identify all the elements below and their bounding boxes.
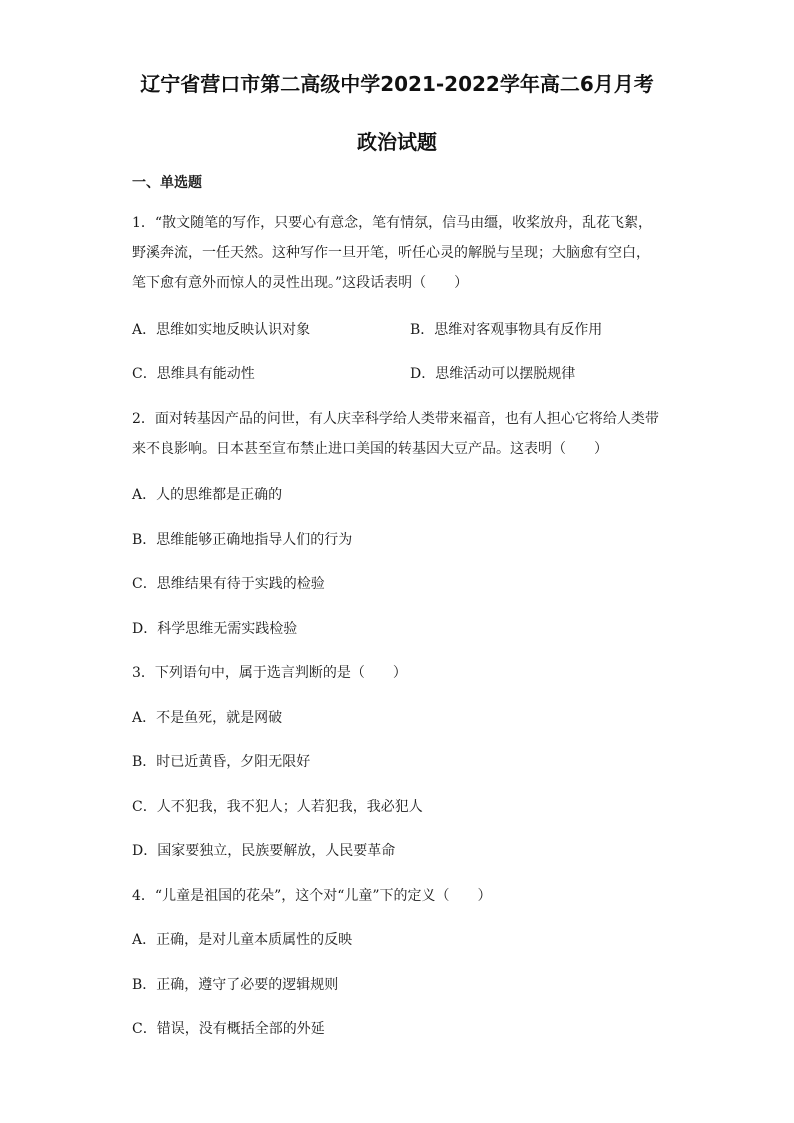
question-2-stem (132, 404, 672, 464)
stem-line: 野溪奔流，一任天然。这种写作一旦开笔，听任心灵的解脱与呈现；大脑愈有空白， (132, 245, 650, 261)
question-2-option-d: D．科学思维无需实践检验 (132, 621, 298, 637)
question-1-option-a: A．思维如实地反映认识对象 (132, 322, 311, 338)
section-heading: 一、单选题 (132, 175, 202, 191)
document-title: 辽宁省营口市第二高级中学2021-2022学年高二6月月考 (140, 72, 654, 96)
question-3-option-c: C．人不犯我，我不犯人；人若犯我，我必犯人 (132, 799, 423, 815)
question-1-option-b: B．思维对客观事物具有反作用 (410, 322, 603, 338)
question-2-option-c: C．思维结果有待于实践的检验 (132, 576, 325, 592)
document-subtitle: 政治试题 (357, 130, 437, 154)
question-1-option-c: C．思维具有能动性 (132, 366, 255, 382)
stem-line: 1．“散文随笔的写作，只要心有意念，笔有情氛，信马由缰，收桨放舟，乱花飞絮， (132, 215, 653, 231)
question-2-option-b: B．思维能够正确地指导人们的行为 (132, 532, 353, 548)
question-1-stem (132, 208, 672, 298)
stem-line: 来不良影响。日本甚至宣布禁止进口美国的转基因大豆产品。这表明（ ） (132, 441, 608, 457)
stem-line: 笔下愈有意外而惊人的灵性出现。”这段话表明（ ） (132, 275, 469, 291)
question-3-option-d: D．国家要独立，民族要解放，人民要革命 (132, 843, 396, 859)
question-4-option-c: C．错误，没有概括全部的外延 (132, 1021, 325, 1037)
stem-line: 2．面对转基因产品的问世，有人庆幸科学给人类带来福音，也有人担心它将给人类带 (132, 411, 659, 427)
question-4-option-a: A．正确，是对儿童本质属性的反映 (132, 932, 353, 948)
question-4-stem: 4．“儿童是祖国的花朵”，这个对“儿童”下的定义（ ） (132, 888, 492, 904)
question-3-stem: 3．下列语句中，属于选言判断的是（ ） (132, 665, 407, 681)
question-3-option-a: A．不是鱼死，就是网破 (132, 710, 283, 726)
question-2-option-a: A．人的思维都是正确的 (132, 487, 283, 503)
question-4-option-b: B．正确，遵守了必要的逻辑规则 (132, 977, 339, 993)
question-1-option-d: D．思维活动可以摆脱规律 (410, 366, 576, 382)
question-3-option-b: B．时已近黄昏，夕阳无限好 (132, 754, 311, 770)
